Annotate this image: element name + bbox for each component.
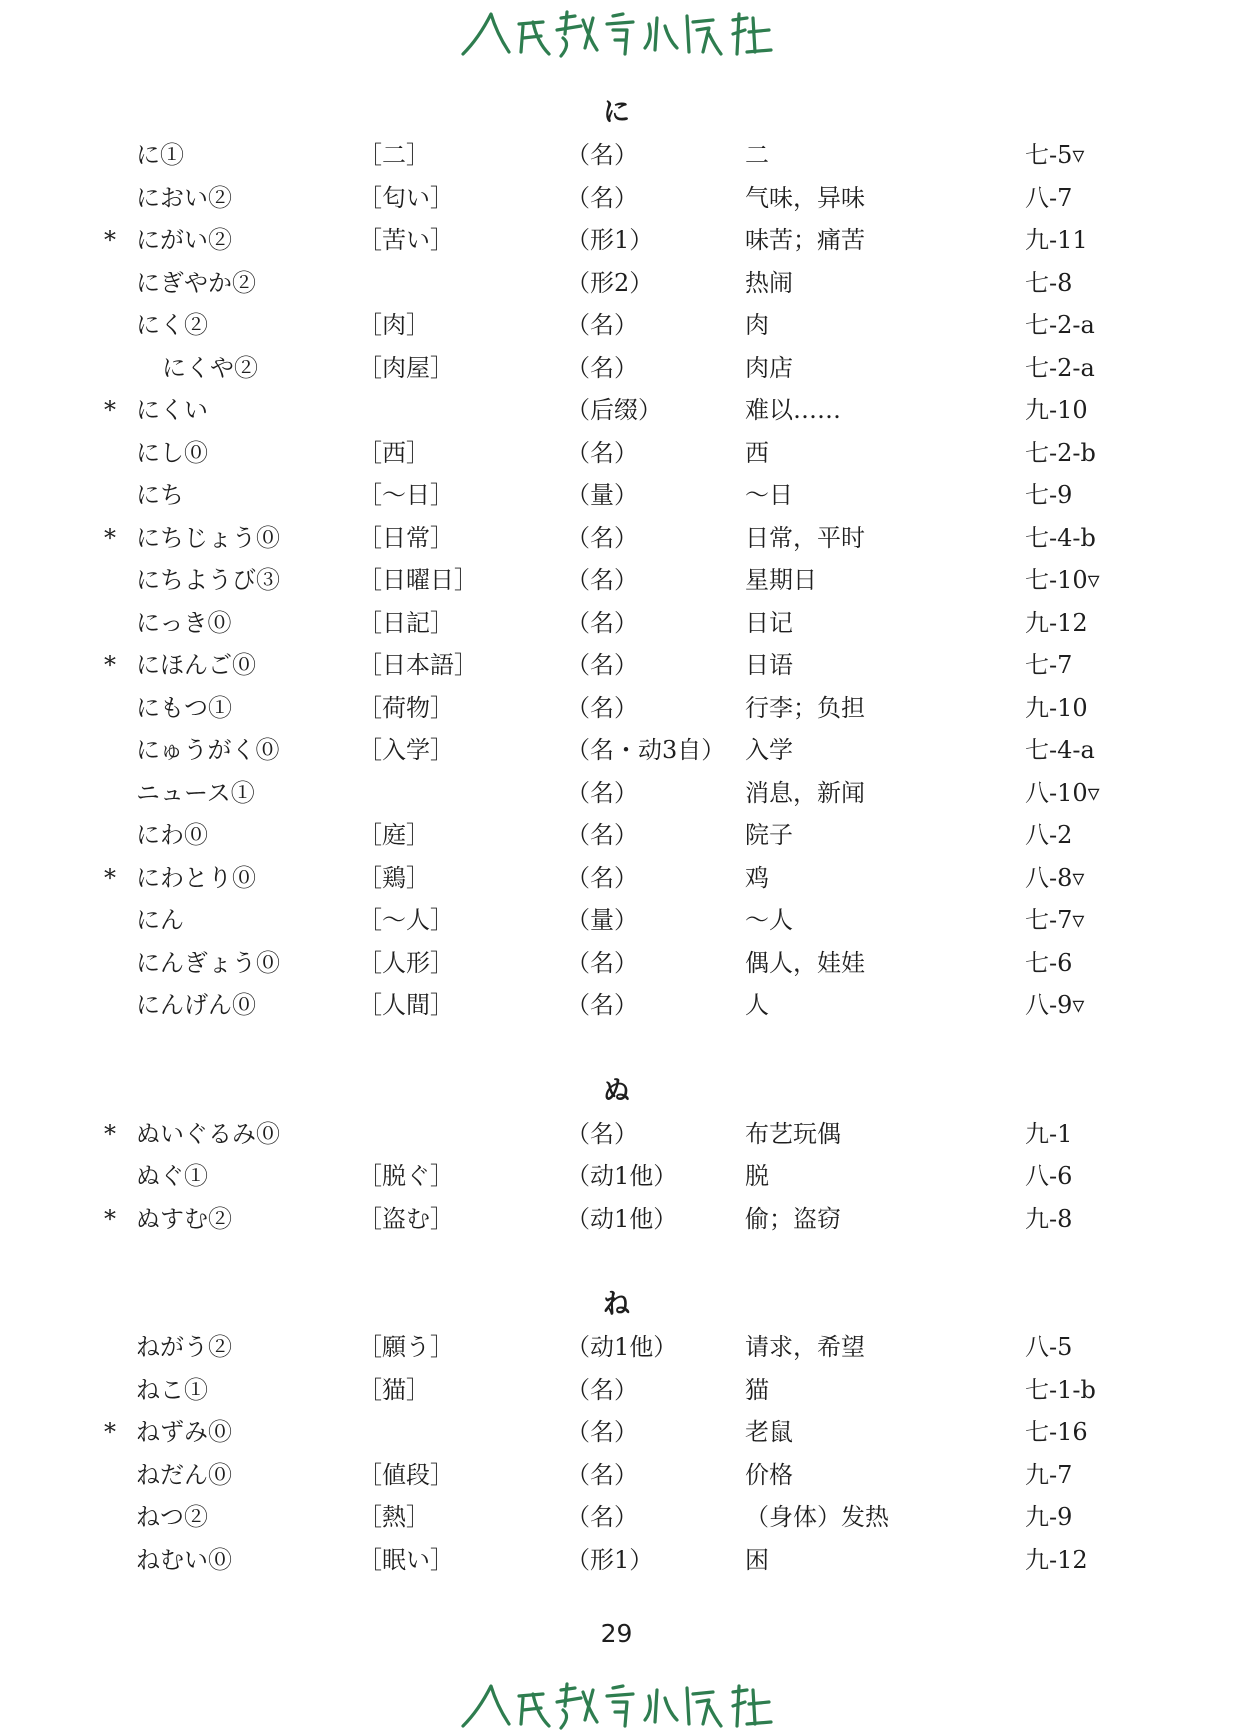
entry-kana: にく② — [136, 311, 208, 339]
vocab-entry — [0, 262, 1233, 305]
entry-part-of-speech: （名） — [566, 1503, 638, 1531]
entry-meaning: 偷；盗窃 — [745, 1204, 841, 1233]
entry-kanji: ［脱ぐ］ — [358, 1162, 454, 1190]
entry-lesson-ref: 八-7 — [1025, 183, 1073, 212]
entry-part-of-speech: （名） — [566, 1375, 638, 1404]
entry-star-marker: * — [104, 1204, 116, 1233]
entry-kanji: ［日曜日］ — [358, 566, 478, 594]
publisher-logo-bottom — [0, 1676, 1233, 1736]
entry-part-of-speech: （动1他） — [566, 1333, 678, 1361]
vocab-entry — [0, 432, 1233, 475]
vocab-entry — [0, 1539, 1233, 1582]
vocab-entry — [0, 1198, 1233, 1241]
entry-part-of-speech: （形1） — [566, 226, 654, 254]
vocab-entry — [0, 687, 1233, 730]
entry-lesson-ref: 七-5▿ — [1025, 141, 1085, 169]
vocab-entry — [0, 474, 1233, 517]
entry-star-marker: * — [104, 523, 116, 552]
entry-meaning: 消息，新闻 — [745, 778, 865, 807]
entry-part-of-speech: （名） — [566, 1418, 638, 1446]
entry-kana: にぎやか② — [136, 268, 256, 297]
entry-meaning: 肉店 — [745, 353, 793, 382]
entry-kanji: ［入学］ — [358, 736, 454, 764]
entry-part-of-speech: （名） — [566, 523, 638, 552]
entry-part-of-speech: （名） — [566, 948, 638, 977]
entry-kanji: ［匂い］ — [358, 183, 454, 212]
entry-star-marker: * — [104, 226, 116, 254]
entry-kanji: ［西］ — [358, 438, 430, 467]
entry-kana: ねつ② — [136, 1503, 208, 1531]
entry-lesson-ref: 九-7 — [1025, 1460, 1073, 1489]
entry-lesson-ref: 七-4-a — [1025, 736, 1095, 764]
entry-kanji: ［熱］ — [358, 1503, 430, 1531]
page-number: 29 — [600, 1619, 633, 1648]
entry-lesson-ref: 九-11 — [1025, 226, 1088, 254]
entry-lesson-ref: 七-8 — [1025, 268, 1073, 297]
entry-lesson-ref: 七-4-b — [1025, 523, 1096, 552]
entry-meaning: 二 — [745, 141, 769, 169]
vocab-entry — [0, 1411, 1233, 1454]
entry-kanji: ［猫］ — [358, 1375, 430, 1404]
entry-meaning: （身体）发热 — [745, 1503, 889, 1531]
entry-meaning: 老鼠 — [745, 1418, 793, 1446]
vocab-entry — [0, 1496, 1233, 1539]
entry-kanji: ［～人］ — [358, 906, 454, 934]
entry-star-marker: * — [104, 651, 116, 679]
entry-star-marker: * — [104, 863, 116, 892]
entry-kana: にち — [136, 481, 184, 509]
entry-kanji: ［願う］ — [358, 1333, 454, 1361]
entry-kana: におい② — [136, 183, 232, 212]
entry-kanji: ［人間］ — [358, 991, 454, 1019]
entry-part-of-speech: （名） — [566, 141, 638, 169]
entry-meaning: 西 — [745, 438, 769, 467]
entry-part-of-speech: （名） — [566, 821, 638, 849]
entry-meaning: 难以…… — [745, 396, 841, 424]
entry-part-of-speech: （名） — [566, 183, 638, 212]
entry-kanji: ［眠い］ — [358, 1545, 454, 1574]
entry-lesson-ref: 九-12 — [1025, 1545, 1088, 1574]
entry-lesson-ref: 九-1 — [1025, 1119, 1073, 1148]
entry-kanji: ［肉］ — [358, 311, 430, 339]
entry-part-of-speech: （名） — [566, 863, 638, 892]
entry-lesson-ref: 七-6 — [1025, 948, 1073, 977]
publisher-calligraphy-logo — [457, 1676, 777, 1732]
entry-kana: にがい② — [136, 226, 232, 254]
vocab-entry — [0, 1113, 1233, 1156]
entry-part-of-speech: （名・动3自） — [566, 736, 726, 764]
vocab-entry — [0, 177, 1233, 220]
entry-kanji: ［苦い］ — [358, 226, 454, 254]
entry-lesson-ref: 九-9 — [1025, 1503, 1073, 1531]
entry-lesson-ref: 八-6 — [1025, 1162, 1073, 1190]
entry-lesson-ref: 八-10▿ — [1025, 778, 1100, 807]
vocab-section — [0, 1284, 1233, 1581]
entry-meaning: 行李；负担 — [745, 693, 865, 722]
entry-part-of-speech: （动1他） — [566, 1204, 678, 1233]
vocab-entry — [0, 1326, 1233, 1369]
vocab-entry — [0, 602, 1233, 645]
entry-part-of-speech: （名） — [566, 1119, 638, 1148]
entry-meaning: 鸡 — [745, 863, 769, 892]
vocab-entry — [0, 814, 1233, 857]
section-heading: ね — [603, 1289, 630, 1320]
entry-lesson-ref: 八-8▿ — [1025, 863, 1085, 892]
entry-meaning: 气味，异味 — [745, 183, 865, 212]
entry-meaning: 热闹 — [745, 268, 793, 297]
entry-kana: にんげん⓪ — [136, 991, 256, 1019]
entry-part-of-speech: （名） — [566, 651, 638, 679]
entry-kanji: ［鶏］ — [358, 863, 430, 892]
entry-kana: にわとり⓪ — [136, 863, 256, 892]
entry-lesson-ref: 八-9▿ — [1025, 991, 1085, 1019]
entry-kanji: ［日本語］ — [358, 651, 478, 679]
entry-meaning: 肉 — [745, 311, 769, 339]
entry-kana: にゅうがく⓪ — [136, 736, 280, 764]
entry-part-of-speech: （名） — [566, 991, 638, 1019]
entry-kana: ぬいぐるみ⓪ — [136, 1119, 280, 1148]
entry-kana: にん — [136, 906, 184, 934]
entry-meaning: 脱 — [745, 1162, 769, 1190]
vocab-entry — [0, 347, 1233, 390]
vocab-entry — [0, 942, 1233, 985]
vocab-entry — [0, 984, 1233, 1027]
entry-part-of-speech: （名） — [566, 608, 638, 637]
entry-lesson-ref: 七-10▿ — [1025, 566, 1100, 594]
entry-lesson-ref: 七-2-a — [1025, 353, 1095, 382]
vocab-section — [0, 1071, 1233, 1241]
entry-kana: ぬぐ① — [136, 1162, 208, 1190]
entry-kanji: ［日記］ — [358, 608, 454, 637]
entry-kanji: ［荷物］ — [358, 693, 454, 722]
entry-star-marker: * — [104, 1119, 116, 1148]
entry-meaning: 偶人，娃娃 — [745, 948, 865, 977]
entry-part-of-speech: （形2） — [566, 268, 654, 297]
vocab-entry — [0, 389, 1233, 432]
section-heading: に — [603, 97, 630, 128]
entry-meaning: 人 — [745, 991, 769, 1019]
entry-meaning: 星期日 — [745, 566, 817, 594]
entry-meaning: 困 — [745, 1545, 769, 1574]
entry-kanji: ［人形］ — [358, 948, 454, 977]
entry-part-of-speech: （名） — [566, 693, 638, 722]
vocab-entry — [0, 1369, 1233, 1412]
entry-kanji: ［二］ — [358, 141, 430, 169]
vocab-entry — [0, 729, 1233, 772]
vocab-section — [0, 92, 1233, 1027]
entry-lesson-ref: 七-1-b — [1025, 1375, 1096, 1404]
entry-lesson-ref: 七-2-a — [1025, 311, 1095, 339]
entry-lesson-ref: 七-7 — [1025, 651, 1073, 679]
vocab-entry — [0, 219, 1233, 262]
entry-lesson-ref: 七-2-b — [1025, 438, 1096, 467]
entry-meaning: 猫 — [745, 1375, 769, 1404]
entry-meaning: 价格 — [745, 1460, 793, 1489]
entry-part-of-speech: （名） — [566, 1460, 638, 1489]
vocab-entry — [0, 517, 1233, 560]
entry-kana: ねがう② — [136, 1333, 232, 1361]
entry-kana: ねこ① — [136, 1375, 208, 1404]
entry-part-of-speech: （名） — [566, 438, 638, 467]
entry-kana: ねだん⓪ — [136, 1460, 232, 1489]
vocab-entry — [0, 1454, 1233, 1497]
entry-kana: にし⓪ — [136, 438, 208, 467]
entry-meaning: 味苦；痛苦 — [745, 226, 865, 254]
entry-part-of-speech: （量） — [566, 906, 638, 934]
vocab-entry — [0, 772, 1233, 815]
entry-kana: にんぎょう⓪ — [136, 948, 280, 977]
entry-part-of-speech: （形1） — [566, 1545, 654, 1574]
vocab-entry — [0, 304, 1233, 347]
entry-part-of-speech: （名） — [566, 566, 638, 594]
entry-kana: にちようび③ — [136, 566, 280, 594]
entry-kana: ねむい⓪ — [136, 1545, 232, 1574]
entry-kanji: ［盗む］ — [358, 1204, 454, 1233]
entry-kana: にくや② — [162, 353, 258, 382]
entry-kana: にわ⓪ — [136, 821, 208, 849]
entry-lesson-ref: 九-10 — [1025, 693, 1088, 722]
section-heading: ぬ — [603, 1075, 630, 1107]
vocab-entry — [0, 559, 1233, 602]
entry-kanji: ［値段］ — [358, 1460, 454, 1489]
entry-meaning: ～人 — [745, 906, 793, 934]
entry-kana: にほんご⓪ — [136, 651, 256, 679]
entry-lesson-ref: 七-16 — [1025, 1418, 1088, 1446]
entry-meaning: ～日 — [745, 481, 793, 509]
entry-lesson-ref: 九-10 — [1025, 396, 1088, 424]
entry-part-of-speech: （后缀） — [566, 396, 662, 424]
entry-kanji: ［日常］ — [358, 523, 454, 552]
entry-lesson-ref: 八-2 — [1025, 821, 1073, 849]
entry-star-marker: * — [104, 396, 116, 424]
entry-kana: にくい — [136, 396, 208, 424]
entry-meaning: 请求，希望 — [745, 1333, 865, 1361]
vocabulary-list — [0, 92, 1233, 1625]
entry-kana: にもつ① — [136, 693, 232, 722]
entry-lesson-ref: 九-12 — [1025, 608, 1088, 637]
publisher-calligraphy-logo — [457, 4, 777, 60]
entry-kanji: ［～日］ — [358, 481, 454, 509]
entry-part-of-speech: （名） — [566, 311, 638, 339]
entry-lesson-ref: 七-9 — [1025, 481, 1073, 509]
entry-meaning: 日语 — [745, 651, 793, 679]
entry-kana: にちじょう⓪ — [136, 523, 280, 552]
entry-kanji: ［庭］ — [358, 821, 430, 849]
entry-meaning: 日常，平时 — [745, 523, 865, 552]
entry-star-marker: * — [104, 1418, 116, 1446]
entry-part-of-speech: （动1他） — [566, 1162, 678, 1190]
entry-part-of-speech: （量） — [566, 481, 638, 509]
entry-kana: ねずみ⓪ — [136, 1418, 232, 1446]
entry-meaning: 院子 — [745, 821, 793, 849]
entry-kana: ニュース① — [136, 778, 255, 807]
vocab-entry — [0, 899, 1233, 942]
vocab-entry — [0, 134, 1233, 177]
entry-meaning: 布艺玩偶 — [745, 1119, 841, 1148]
entry-part-of-speech: （名） — [566, 353, 638, 382]
vocab-entry — [0, 1155, 1233, 1198]
entry-kana: にっき⓪ — [136, 608, 232, 637]
entry-kana: に① — [136, 141, 184, 169]
entry-part-of-speech: （名） — [566, 778, 638, 807]
entry-lesson-ref: 七-7▿ — [1025, 906, 1085, 934]
vocab-entry — [0, 644, 1233, 687]
entry-kanji: ［肉屋］ — [358, 353, 454, 382]
entry-kana: ぬすむ② — [136, 1204, 232, 1233]
entry-lesson-ref: 九-8 — [1025, 1204, 1073, 1233]
vocab-entry — [0, 857, 1233, 900]
entry-lesson-ref: 八-5 — [1025, 1333, 1073, 1361]
entry-meaning: 入学 — [745, 736, 793, 764]
entry-meaning: 日记 — [745, 608, 793, 637]
publisher-logo-top — [0, 4, 1233, 64]
